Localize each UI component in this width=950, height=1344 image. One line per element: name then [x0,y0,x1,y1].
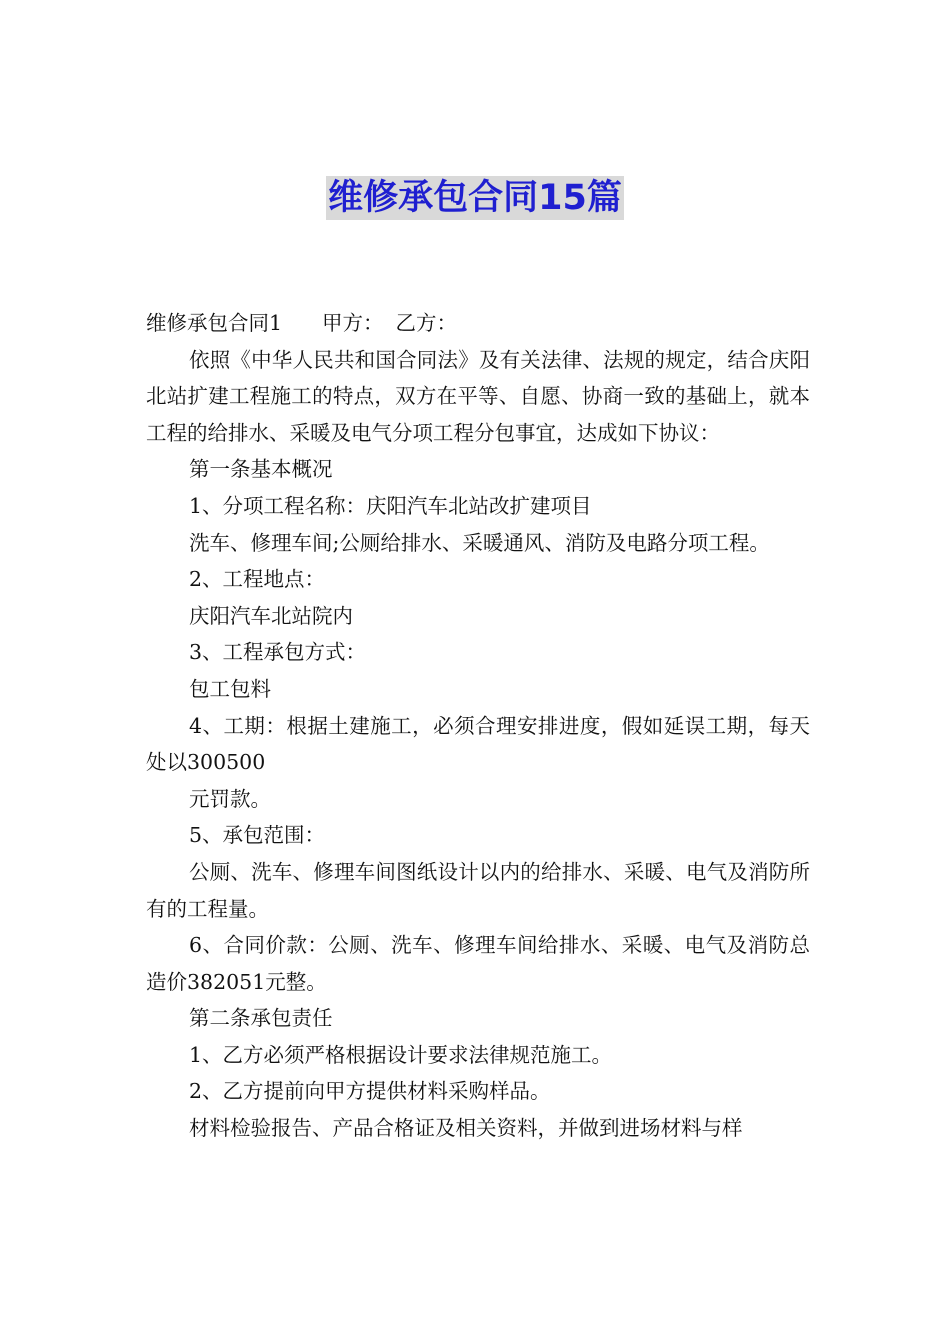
paragraph-schedule: 4、工期：根据土建施工，必须合理安排进度，假如延误工期，每天处以300500 [146,713,810,775]
contract-heading: 维修承包合同1 [146,311,283,335]
document-body [146,305,810,1147]
paragraph-project-name: 1、分项工程名称：庆阳汽车北站改扩建项目 [189,493,592,518]
paragraph-preamble: 依照《中华人民共和国合同法》及有关法律、法规的规定，结合庆阳北站扩建工程施工的特点，双方在平等、自愿、协商一致的基础上，就本工程的给排水、采暖及电气分项工程分包事宜，达成如下协议： [146,347,810,445]
paragraph-article-1-heading: 第一条基本概况 [189,457,333,482]
paragraph-scope-value: 公厕、洗车、修理车间图纸设计以内的给排水、采暖、电气及消防所有的工程量。 [146,859,810,921]
party-a-label: 甲方： [322,311,384,335]
paragraph-location-value: 庆阳汽车北站院内 [189,603,353,628]
paragraph-method-value: 包工包料 [189,676,271,701]
paragraph-contract-price: 6、合同价款：公厕、洗车、修理车间给排水、采暖、电气及消防总造价382051元整。 [146,933,810,994]
paragraph-project-scope-detail: 洗车、修理车间;公厕给排水、采暖通风、消防及电路分项工程。 [189,530,770,555]
document-title: 维修承包合同15篇 [328,178,622,218]
paragraph-article-2-heading: 第二条承包责任 [189,1006,333,1031]
paragraph-method-label: 3、工程承包方式： [189,640,367,665]
paragraph-materials: 材料检验报告、产品合格证及相关资料，并做到进场材料与样 [189,1116,743,1141]
paragraph-responsibility-1: 1、乙方必须严格根据设计要求法律规范施工。 [189,1042,613,1067]
paragraph-penalty-unit: 元罚款。 [189,786,271,811]
paragraph-location-label: 2、工程地点： [189,567,326,592]
title-container [0,176,950,220]
paragraph-scope-label: 5、承包范围： [189,823,326,848]
party-b-label: 乙方： [395,311,458,335]
intro-line [146,305,810,342]
paragraph-responsibility-2: 2、乙方提前向甲方提供材料采购样品。 [189,1079,551,1104]
